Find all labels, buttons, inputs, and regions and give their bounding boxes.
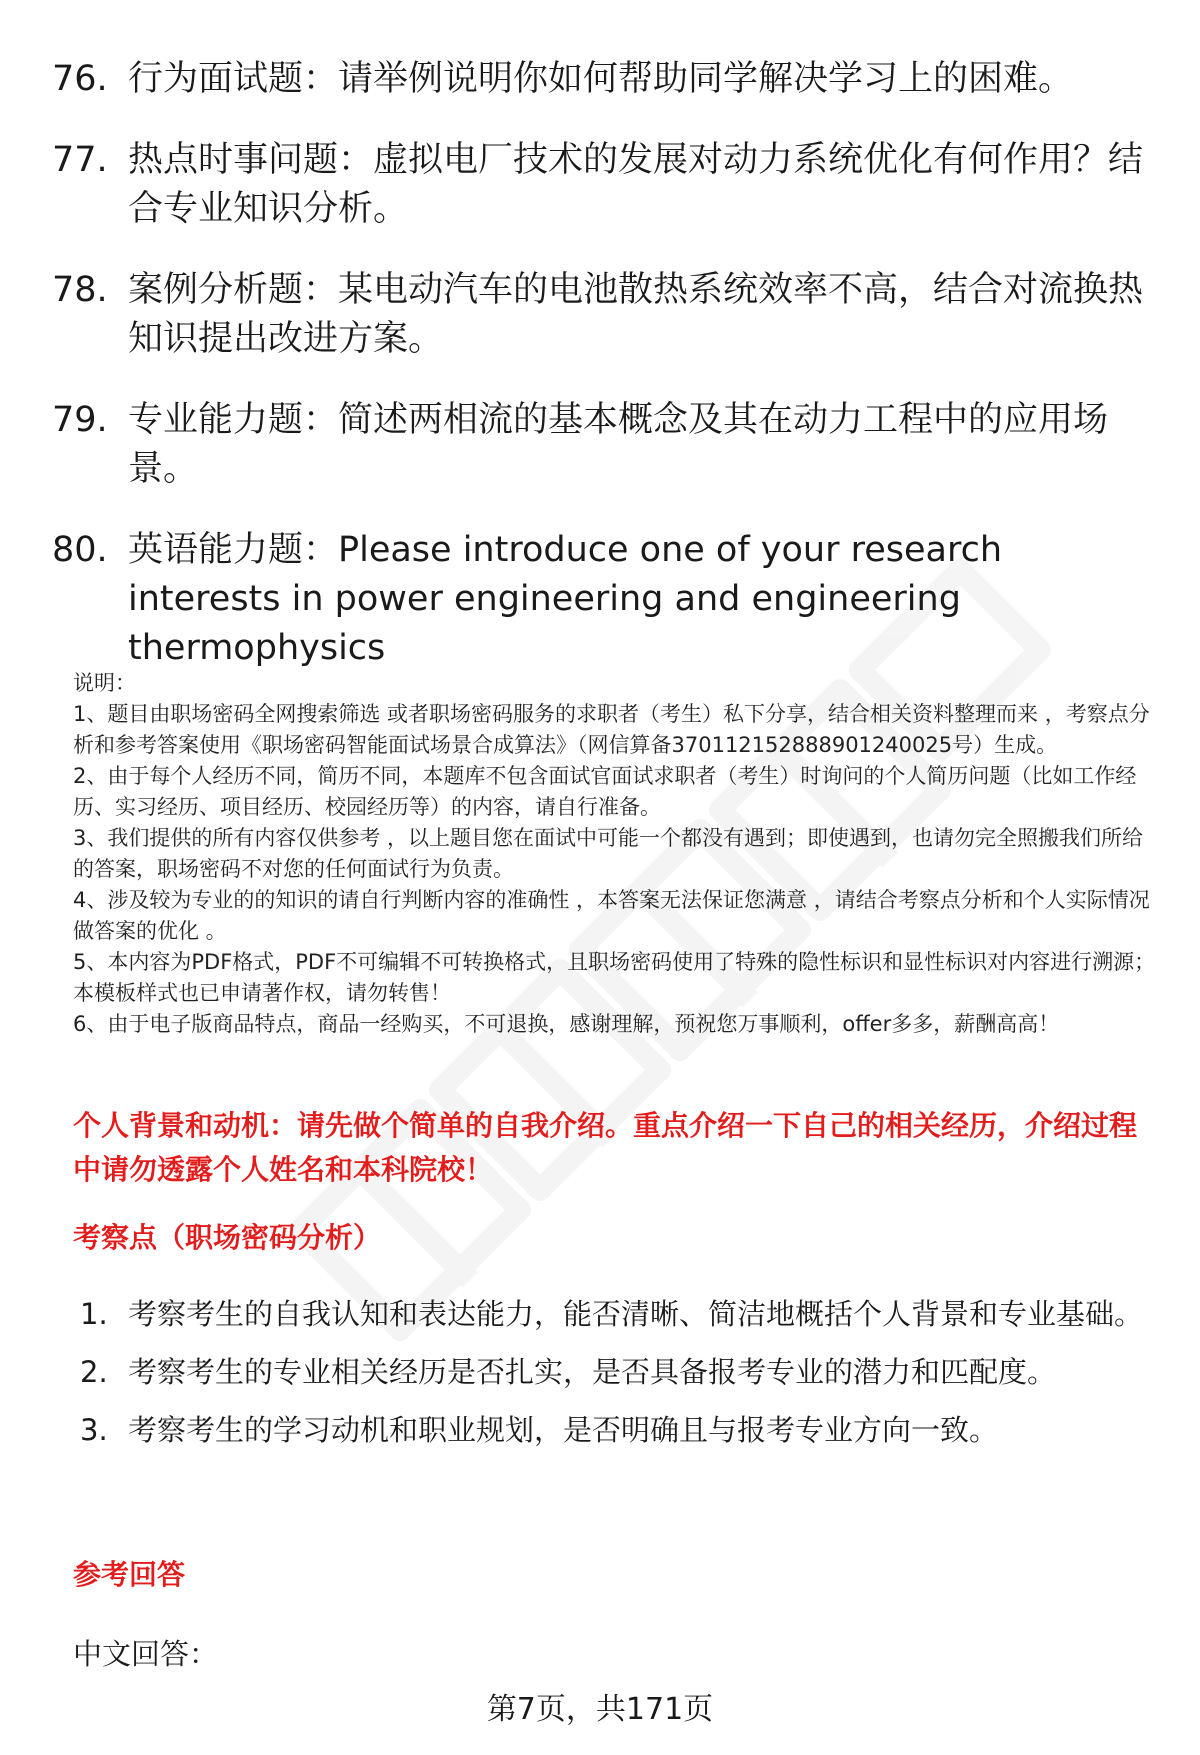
question-text: 英语能力题：Please introduce one of your research interests in power engineering and engineering thermophysics <box>128 530 1003 668</box>
question-item <box>52 55 1162 104</box>
exam-point-heading: 考察点（职场密码分析） <box>73 1221 382 1254</box>
exam-point-text: 考察考生的学习动机和职业规划，是否明确且与报考专业方向一致。 <box>128 1413 999 1447</box>
note-item: 6、由于电子版商品特点，商品一经购买，不可退换，感谢理解，预祝您万事顺利，offer多多，薪酬高高！ <box>73 1012 1060 1036</box>
question-number: 76. <box>52 59 108 99</box>
exam-point-number: 1. <box>80 1297 108 1331</box>
question-number: 77. <box>52 140 108 180</box>
page-footer: 第7页，共171页 <box>486 1692 714 1727</box>
exam-point-number: 2. <box>80 1355 108 1389</box>
exam-point-list <box>80 1285 1160 1459</box>
note-item: 4、涉及较为专业的的知识的请自行判断内容的准确性 ，本答案无法保证您满意 ，请结合考察点分析和个人实际情况做答案的优化 。 <box>73 888 1150 943</box>
exam-point-number: 3. <box>80 1413 108 1447</box>
exam-point-item <box>80 1401 1160 1459</box>
exam-point-item <box>80 1285 1160 1343</box>
question-item <box>52 136 1162 234</box>
question-text: 案例分析题：某电动汽车的电池散热系统效率不高，结合对流换热知识提出改进方案。 <box>128 270 1144 359</box>
note-item: 2、由于每个人经历不同，简历不同，本题库不包含面试官面试求职者（考生）时询问的个人简历问题（比如工作经历、实习经历、项目经历、校园经历等）的内容，请自行准备。 <box>73 764 1137 819</box>
question-item <box>52 266 1162 364</box>
notes-section <box>73 668 1163 1040</box>
question-number: 80. <box>52 530 108 570</box>
question-text: 专业能力题：简述两相流的基本概念及其在动力工程中的应用场景。 <box>128 400 1109 489</box>
question-number: 79. <box>52 400 108 440</box>
note-item: 3、我们提供的所有内容仅供参考 ，以上题目您在面试中可能一个都没有遇到；即使遇到，也请勿完全照搬我们所给的答案，职场密码不对您的任何面试行为负责。 <box>73 826 1144 881</box>
note-item: 1、题目由职场密码全网搜索筛选 或者职场密码服务的求职者（考生）私下分享，结合相关资料整理而来 ，考察点分析和参考答案使用《职场密码智能面试场景合成算法》（网信算备370112152888901240025号）生成。 <box>73 702 1150 757</box>
chinese-answer-label: 中文回答： <box>73 1637 219 1671</box>
question-text: 热点时事问题：虚拟电厂技术的发展对动力系统优化有何作用？结合专业知识分析。 <box>128 140 1144 229</box>
exam-point-text: 考察考生的专业相关经历是否扎实，是否具备报考专业的潜力和匹配度。 <box>128 1355 1057 1389</box>
question-list <box>52 55 1162 705</box>
reference-answer-heading: 参考回答 <box>73 1558 186 1591</box>
background-question-heading: 个人背景和动机：请先做个简单的自我介绍。重点介绍一下自己的相关经历，介绍过程中请勿透露个人姓名和本科院校！ <box>73 1109 1138 1186</box>
question-item <box>52 396 1162 494</box>
question-number: 78. <box>52 270 108 310</box>
note-item: 5、本内容为PDF格式，PDF不可编辑不可转换格式，且职场密码使用了特殊的隐性标识和显性标识对内容进行溯源；本模板样式也已申请著作权，请勿转售！ <box>73 950 1156 1005</box>
exam-point-text: 考察考生的自我认知和表达能力，能否清晰、简洁地概括个人背景和专业基础。 <box>128 1297 1144 1331</box>
question-item <box>52 526 1162 673</box>
notes-title: 说明： <box>73 671 136 695</box>
question-text: 行为面试题：请举例说明你如何帮助同学解决学习上的困难。 <box>128 59 1074 99</box>
exam-point-item <box>80 1343 1160 1401</box>
